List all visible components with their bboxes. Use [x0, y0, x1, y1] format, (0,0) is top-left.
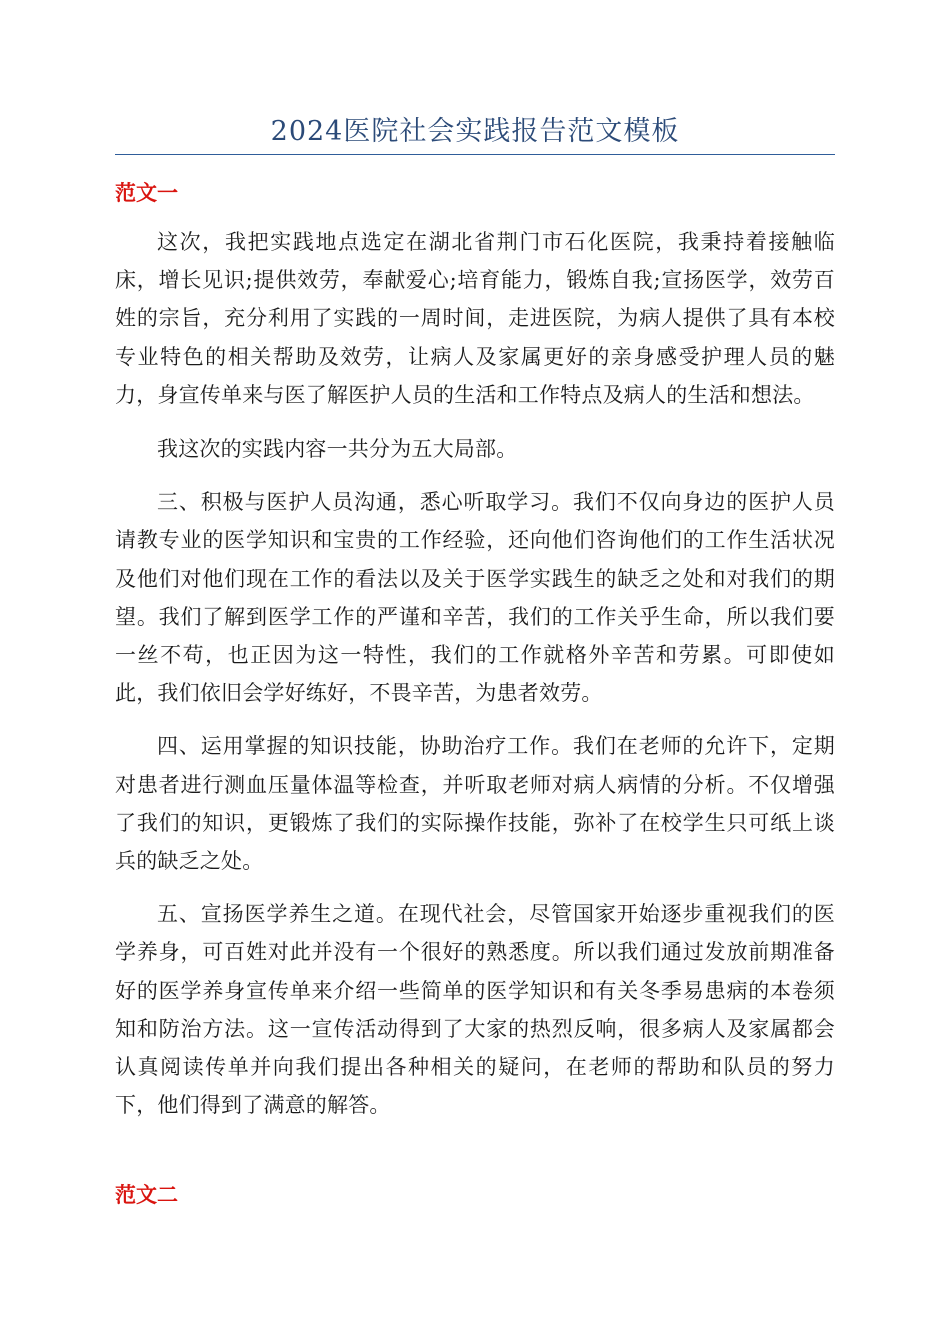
section-body-1 — [115, 223, 835, 1124]
section-heading-1: 范文一 — [115, 181, 178, 205]
title-underline — [115, 154, 835, 155]
paragraph: 这次，我把实践地点选定在湖北省荆门市石化医院，我秉持着接触临床，增长见识;提供效劳，奉献爱心;培育能力，锻炼自我;宣扬医学，效劳百姓的宗旨，充分利用了实践的一周时间，走进医院，为病人提供了具有本校专业特色的相关帮助及效劳，让病人及家属更好的亲身感受护理人员的魅力，身宣传单来与医了解医护人员的生活和工作特点及病人的生活和想法。 — [115, 230, 835, 407]
section-heading-2: 范文二 — [115, 1183, 178, 1207]
paragraph: 我这次的实践内容一共分为五大局部。 — [157, 437, 518, 462]
paragraph: 三、积极与医护人员沟通，悉心听取学习。我们不仅向身边的医护人员请教专业的医学知识和宝贵的工作经验，还向他们咨询他们的工作生活状况及他们对他们现在工作的看法以及关于医学实践生的缺乏之处和对我们的期望。我们了解到医学工作的严谨和辛苦，我们的工作关乎生命，所以我们要一丝不苟，也正因为这一特性，我们的工作就格外辛苦和劳累。可即使如此，我们依旧会学好练好，不畏辛苦，为患者效劳。 — [115, 490, 835, 706]
document-title: 2024医院社会实践报告范文模板 — [270, 116, 680, 147]
paragraph: 四、运用掌握的知识技能，协助治疗工作。我们在老师的允许下，定期对患者进行测血压量体温等检查，并听取老师对病人病情的分析。不仅增强了我们的知识，更锻炼了我们的实际操作技能，弥补了在校学生只可纸上谈兵的缺乏之处。 — [115, 734, 835, 874]
paragraph: 五、宣扬医学养生之道。在现代社会，尽管国家开始逐步重视我们的医学养身，可百姓对此并没有一个很好的熟悉度。所以我们通过发放前期准备好的医学养身宣传单来介绍一些简单的医学知识和有关冬季易患病的本卷须知和防治方法。这一宣传活动得到了大家的热烈反响，很多病人及家属都会认真阅读传单并向我们提出各种相关的疑问，在老师的帮助和队员的努力下，他们得到了满意的解答。 — [115, 902, 835, 1118]
